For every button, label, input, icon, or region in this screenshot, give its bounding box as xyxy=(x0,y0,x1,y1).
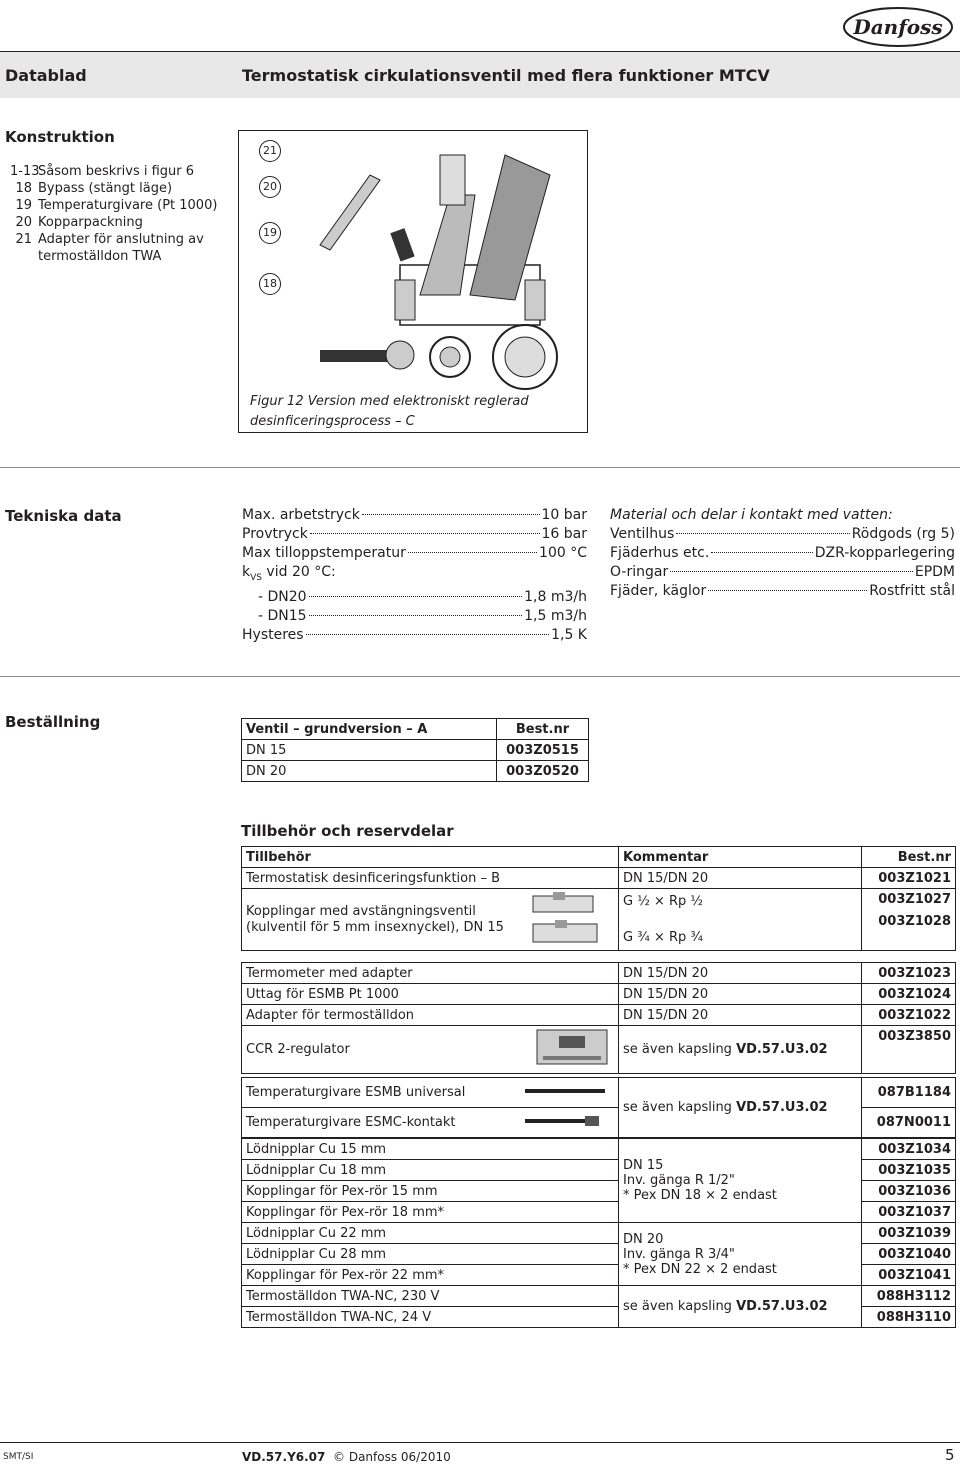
table-row: Termometer med adapter DN 15/DN 20 003Z1023 xyxy=(242,963,956,984)
table-row: Kopplingar med avstängningsventil (kulventil för 5 mm insexnyckel), DN 15 G ½ × Rp ½ G ¾ × Rp ¾ 003Z1027 003Z1028 xyxy=(242,889,956,951)
table-row: Kopplingar för Pex-rör 15 mm 003Z1036 xyxy=(242,1181,956,1202)
callout-20: 20 xyxy=(259,176,281,198)
table-row: Termostatisk desinficeringsfunktion – B DN 15/DN 20 003Z1021 xyxy=(242,868,956,889)
spec-row: Max tilloppstemperatur 100 °C xyxy=(242,545,587,561)
table-row: Lödnipplar Cu 18 mm 003Z1035 xyxy=(242,1160,956,1181)
accessories-table-2 xyxy=(241,962,956,1074)
spec-row: Ventilhus Rödgods (rg 5) xyxy=(610,526,955,542)
footer-rule xyxy=(0,1442,960,1443)
doc-type: Datablad xyxy=(5,66,87,85)
svg-text:Danfoss: Danfoss xyxy=(853,15,943,39)
table-row: Temperaturgivare ESMB universal se även kapsling VD.57.U3.02 087B1184 xyxy=(242,1078,956,1108)
danfoss-logo xyxy=(842,6,954,48)
accessories-table-4 xyxy=(241,1138,956,1328)
footer-code: SMT/SI xyxy=(3,1452,34,1462)
figure-caption: Figur 12 Version med elektroniskt reglerad desinficeringsprocess – C xyxy=(250,394,529,429)
page-number: 5 xyxy=(945,1446,955,1464)
footer-doc: VD.57.Y6.07 © Danfoss 06/2010 xyxy=(242,1450,451,1464)
page-title: Termostatisk cirkulationsventil med flera funktioner MTCV xyxy=(242,66,770,85)
callout-19: 19 xyxy=(259,222,281,244)
list-item: termoställdon TWA xyxy=(38,249,162,264)
accessories-title: Tillbehör och reservdelar xyxy=(241,822,454,840)
section-konstruktion-title: Konstruktion xyxy=(5,128,115,146)
table-row: DN 20 003Z0520 xyxy=(242,761,589,782)
table-header-row: Ventil – grundversion – A Best.nr xyxy=(242,719,589,740)
table-row: Kopplingar för Pex-rör 22 mm* 003Z1041 xyxy=(242,1265,956,1286)
ccr-regulator-image xyxy=(519,1026,619,1074)
spec-row: - DN20 1,8 m3/h xyxy=(258,588,587,605)
list-item: 18 Bypass (stängt läge) xyxy=(15,181,173,196)
order-table xyxy=(241,718,589,782)
spec-row: - DN15 1,5 m3/h xyxy=(258,607,587,624)
section-divider xyxy=(0,467,960,468)
list-item: 19 Temperaturgivare (Pt 1000) xyxy=(15,198,218,213)
table-row: Termoställdon TWA-NC, 24 V 088H3110 xyxy=(242,1307,956,1328)
table-row: Lödnipplar Cu 22 mm DN 20 Inv. gänga R 3/4" * Pex DN 22 × 2 endast 003Z1039 xyxy=(242,1223,956,1244)
tech-specs-left xyxy=(242,506,587,645)
section-tekniska-title: Tekniska data xyxy=(5,507,122,525)
material-title: Material och delar i kontakt med vatten: xyxy=(610,507,893,523)
table-row: Lödnipplar Cu 15 mm DN 15 Inv. gänga R 1/2" * Pex DN 18 × 2 endast 003Z1034 xyxy=(242,1139,956,1160)
table-row: Temperaturgivare ESMC-kontakt 087N0011 xyxy=(242,1108,956,1138)
table-row: Kopplingar för Pex-rör 18 mm* 003Z1037 xyxy=(242,1202,956,1223)
spec-row: O-ringar EPDM xyxy=(610,564,955,580)
table-row: Adapter för termoställdon DN 15/DN 20 003Z1022 xyxy=(242,1005,956,1026)
spec-row: Hysteres 1,5 K xyxy=(242,626,587,643)
sensor-esmb-image xyxy=(519,1078,619,1108)
list-item: 20 Kopparpackning xyxy=(15,215,143,230)
spec-row: Fjäderhus etc. DZR-kopparlegering xyxy=(610,545,955,561)
tech-specs-right xyxy=(610,506,955,601)
accessories-table xyxy=(241,846,956,951)
konstruktion-list xyxy=(10,163,217,265)
table-header-row: Tillbehör Kommentar Best.nr xyxy=(242,847,956,868)
table-row: DN 15 003Z0515 xyxy=(242,740,589,761)
table-row: Lödnipplar Cu 28 mm 003Z1040 xyxy=(242,1244,956,1265)
coupling-image xyxy=(519,889,619,951)
callout-18: 18 xyxy=(259,273,281,295)
table-row: Termoställdon TWA-NC, 230 V se även kapsling VD.57.U3.02 088H3112 xyxy=(242,1286,956,1307)
list-item: 1-13Såsom beskrivs i figur 6 xyxy=(10,164,195,179)
spec-row: Provtryck 16 bar xyxy=(242,526,587,542)
table-row: Uttag för ESMB Pt 1000 DN 15/DN 20 003Z1024 xyxy=(242,984,956,1005)
section-bestallning-title: Beställning xyxy=(5,713,101,731)
spec-row: Fjäder, käglor Rostfritt stål xyxy=(610,583,955,599)
spec-row: Max. arbetstryck 10 bar xyxy=(242,507,587,523)
spec-row: $k_{VS}$ vid 20 °C: xyxy=(242,564,336,583)
list-item: 21 Adapter för anslutning av xyxy=(15,232,204,247)
sensor-esmc-image xyxy=(519,1108,619,1138)
table-row: CCR 2-regulator se även kapsling VD.57.U3.02 003Z3850 xyxy=(242,1026,956,1074)
callout-21: 21 xyxy=(259,140,281,162)
valve-cross-section-drawing xyxy=(300,135,586,390)
accessories-table-3 xyxy=(241,1077,956,1138)
section-divider xyxy=(0,676,960,677)
